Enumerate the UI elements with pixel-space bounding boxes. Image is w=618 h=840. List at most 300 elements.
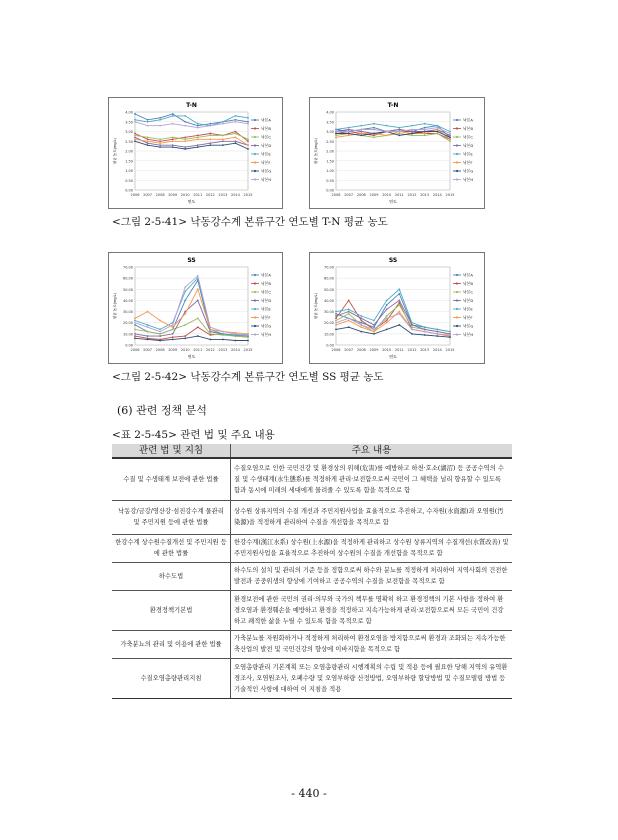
data-point bbox=[386, 308, 388, 310]
data-point bbox=[398, 304, 400, 306]
data-point bbox=[235, 140, 237, 142]
data-point bbox=[373, 133, 375, 135]
data-point bbox=[134, 322, 136, 324]
data-point bbox=[134, 324, 136, 326]
data-point bbox=[424, 329, 426, 331]
data-point bbox=[147, 144, 149, 146]
data-point bbox=[360, 315, 362, 317]
data-point bbox=[134, 333, 136, 335]
data-point bbox=[184, 115, 186, 117]
data-point bbox=[398, 324, 400, 326]
legend-label: 낙본B bbox=[261, 281, 271, 286]
legend-marker bbox=[254, 333, 256, 335]
x-tick-label: 2007 bbox=[143, 193, 153, 197]
data-point bbox=[360, 131, 362, 133]
table-row bbox=[112, 630, 512, 658]
legend-marker bbox=[254, 299, 256, 301]
data-point bbox=[159, 142, 161, 144]
legend-label: 낙본G bbox=[463, 323, 474, 329]
table-row bbox=[112, 458, 512, 500]
data-point bbox=[449, 133, 451, 135]
data-point bbox=[335, 329, 337, 331]
data-point bbox=[159, 125, 161, 127]
data-point bbox=[348, 300, 350, 302]
data-point bbox=[449, 131, 451, 133]
table-row bbox=[112, 534, 512, 562]
legend-marker bbox=[456, 291, 458, 293]
x-tick-label: 2009 bbox=[369, 348, 379, 352]
data-point bbox=[373, 127, 375, 129]
data-point bbox=[436, 125, 438, 127]
legend-marker bbox=[254, 127, 256, 129]
data-point bbox=[360, 326, 362, 328]
data-point bbox=[398, 311, 400, 313]
legend-label: 낙본D bbox=[463, 143, 474, 148]
legend-marker bbox=[456, 308, 458, 310]
x-tick-label: 2010 bbox=[382, 193, 392, 197]
data-point bbox=[335, 131, 337, 133]
y-tick-label: 20.00 bbox=[323, 321, 334, 326]
y-tick-label: 2.50 bbox=[326, 139, 334, 144]
data-point bbox=[335, 315, 337, 317]
legend-marker bbox=[254, 308, 256, 310]
y-axis-label: 평균 농도(mg/L) bbox=[113, 292, 117, 320]
data-point bbox=[235, 121, 237, 123]
legend-marker bbox=[456, 299, 458, 301]
data-point bbox=[134, 317, 136, 319]
legend-marker bbox=[254, 274, 256, 276]
data-point bbox=[235, 136, 237, 138]
y-tick-label: 40.00 bbox=[323, 298, 334, 303]
data-point bbox=[348, 308, 350, 310]
data-point bbox=[159, 331, 161, 333]
legend-label: 낙본G bbox=[463, 168, 474, 174]
legend-label: 낙본D bbox=[261, 298, 272, 303]
data-point bbox=[209, 123, 211, 125]
data-point bbox=[134, 121, 136, 123]
data-point bbox=[134, 133, 136, 135]
data-point bbox=[386, 304, 388, 306]
data-point bbox=[398, 300, 400, 302]
legend-label: 낙본E bbox=[261, 151, 271, 157]
legend-label: 낙본F bbox=[463, 315, 473, 320]
data-point bbox=[335, 135, 337, 137]
data-point bbox=[147, 331, 149, 333]
data-point bbox=[197, 138, 199, 140]
x-tick-label: 2010 bbox=[180, 193, 190, 197]
law-content: 가축분뇨를 자원화하거나 적정하게 처리하여 환경오염을 방지함으로써 환경과 조화되는 지속가능한 축산업의 발전 및 국민건강의 향상에 이바지함을 목적으로 함 bbox=[231, 630, 513, 658]
legend-label: 낙본H bbox=[463, 177, 474, 182]
data-point bbox=[335, 136, 337, 138]
chart-tn-right bbox=[309, 97, 485, 209]
data-point bbox=[159, 117, 161, 119]
data-point bbox=[197, 123, 199, 125]
y-tick-label: 70.00 bbox=[122, 265, 133, 270]
data-point bbox=[147, 324, 149, 326]
data-point bbox=[209, 125, 211, 127]
data-point bbox=[360, 322, 362, 324]
data-point bbox=[172, 140, 174, 142]
data-point bbox=[147, 339, 149, 341]
data-point bbox=[172, 136, 174, 138]
data-point bbox=[209, 339, 211, 341]
y-tick-label: 3.00 bbox=[326, 130, 334, 134]
chart-ss-right bbox=[309, 252, 485, 364]
data-point bbox=[386, 329, 388, 331]
figure-caption-tn: <그림 2-5-41> 낙동강수계 본류구간 연도별 T-N 평균 농도 bbox=[112, 216, 388, 228]
data-point bbox=[172, 329, 174, 331]
table-row bbox=[112, 500, 512, 534]
x-tick-label: 2015 bbox=[243, 348, 253, 352]
y-tick-label: 0.00 bbox=[125, 343, 133, 348]
legend-label: 낙본A bbox=[463, 272, 473, 278]
data-point bbox=[348, 131, 350, 133]
section-heading: (6) 관련 정책 분석 bbox=[117, 404, 207, 417]
y-tick-label: 2.50 bbox=[125, 139, 133, 144]
legend-marker bbox=[456, 333, 458, 335]
data-point bbox=[197, 335, 199, 337]
y-tick-label: 10.00 bbox=[122, 332, 133, 337]
table-row bbox=[112, 562, 512, 590]
data-point bbox=[335, 129, 337, 131]
law-content: 수질오염으로 인한 국민건강 및 환경상의 위해(危害)를 예방하고 하천·호소(湖沼) 등 공공수역의 수질 및 수생태계(水生態系)를 적정하게 관리·보전함으로써 국민이 그 혜택을 널리 향유할 수 있도록 함과 동시에 미래의 세대에게 물려줄 수 있도록 함을 목적으로 함 bbox=[231, 458, 513, 500]
x-tick-label: 2008 bbox=[155, 348, 165, 352]
x-tick-label: 2008 bbox=[356, 193, 366, 197]
data-point bbox=[209, 329, 211, 331]
y-tick-label: 50.00 bbox=[122, 287, 133, 292]
data-point bbox=[197, 326, 199, 328]
data-point bbox=[172, 115, 174, 117]
y-tick-label: 1.50 bbox=[326, 159, 334, 164]
y-tick-label: 3.50 bbox=[326, 120, 334, 125]
legend-marker bbox=[254, 178, 256, 180]
data-point bbox=[222, 339, 224, 341]
series-line bbox=[336, 294, 450, 332]
data-point bbox=[373, 324, 375, 326]
data-point bbox=[184, 121, 186, 123]
data-point bbox=[222, 144, 224, 146]
x-tick-label: 2015 bbox=[445, 348, 455, 352]
data-point bbox=[147, 335, 149, 337]
x-tick-label: 2011 bbox=[394, 193, 404, 197]
legend-marker bbox=[456, 325, 458, 327]
data-point bbox=[235, 131, 237, 133]
x-tick-label: 2006 bbox=[130, 193, 140, 197]
x-tick-label: 2013 bbox=[420, 348, 430, 352]
data-point bbox=[222, 140, 224, 142]
law-name: 수질오염총량관리지침 bbox=[112, 658, 231, 698]
y-tick-label: 1.50 bbox=[125, 159, 133, 164]
series-line bbox=[135, 141, 248, 149]
legend-label: 낙본C bbox=[261, 289, 271, 295]
header-content: 주요 내용 bbox=[231, 444, 513, 458]
data-point bbox=[159, 140, 161, 142]
data-point bbox=[247, 340, 249, 342]
data-point bbox=[147, 326, 149, 328]
x-tick-label: 2014 bbox=[432, 348, 442, 352]
y-tick-label: 30.00 bbox=[122, 310, 133, 315]
y-tick-label: 30.00 bbox=[323, 310, 334, 315]
data-point bbox=[348, 320, 350, 322]
data-point bbox=[172, 339, 174, 341]
x-tick-label: 2007 bbox=[344, 348, 354, 352]
data-point bbox=[348, 129, 350, 131]
data-point bbox=[386, 315, 388, 317]
data-point bbox=[373, 333, 375, 335]
data-point bbox=[348, 133, 350, 135]
x-tick-label: 2006 bbox=[331, 193, 341, 197]
data-point bbox=[373, 331, 375, 333]
data-point bbox=[348, 317, 350, 319]
data-point bbox=[184, 138, 186, 140]
data-point bbox=[147, 140, 149, 142]
data-point bbox=[172, 144, 174, 146]
data-point bbox=[411, 129, 413, 131]
data-point bbox=[235, 115, 237, 117]
data-point bbox=[235, 119, 237, 121]
y-tick-label: 0.50 bbox=[326, 178, 334, 183]
legend-label: 낙본E bbox=[463, 306, 473, 312]
data-point bbox=[386, 125, 388, 127]
data-point bbox=[436, 333, 438, 335]
y-tick-label: 3.00 bbox=[125, 130, 133, 134]
law-name: 가축분뇨의 관리 및 이용에 관한 법률 bbox=[112, 630, 231, 658]
law-name: 환경정책기본법 bbox=[112, 590, 231, 630]
legend-label: 낙본D bbox=[261, 143, 272, 148]
data-point bbox=[184, 140, 186, 142]
data-point bbox=[373, 329, 375, 331]
data-point bbox=[436, 131, 438, 133]
data-point bbox=[159, 144, 161, 146]
law-name: 하수도법 bbox=[112, 562, 231, 590]
data-point bbox=[184, 337, 186, 339]
figure-caption-ss: <그림 2-5-42> 낙동강수계 본류구간 연도별 SS 평균 농도 bbox=[112, 371, 384, 383]
legend-marker bbox=[254, 170, 256, 172]
law-content: 하수도의 설치 및 관리의 기준 등을 정함으로써 하수와 분뇨를 적정하게 처리하여 지역사회의 건전한 발전과 공중위생의 향상에 기여하고 공공수역의 수질을 보전함을 목적으로 함 bbox=[231, 562, 513, 590]
data-point bbox=[134, 337, 136, 339]
data-point bbox=[335, 313, 337, 315]
legend-label: 낙본F bbox=[261, 160, 271, 165]
series-line bbox=[336, 312, 450, 337]
y-tick-label: 1.00 bbox=[326, 169, 334, 173]
data-point bbox=[134, 119, 136, 121]
y-tick-label: 60.00 bbox=[323, 276, 334, 281]
data-point bbox=[398, 131, 400, 133]
data-point bbox=[209, 331, 211, 333]
header-law: 관련 법 및 지침 bbox=[112, 444, 231, 458]
law-name: 수질 및 수생태계 보전에 관한 법률 bbox=[112, 458, 231, 500]
law-content: 상수원 상류지역의 수질 개선과 주민지원사업을 효율적으로 추진하고, 수자원(水資源)과 오염원(汚染源)을 적정하게 관리하여 수질을 개선함을 목적으로 함 bbox=[231, 500, 513, 534]
data-point bbox=[411, 322, 413, 324]
data-point bbox=[449, 135, 451, 137]
y-tick-label: 60.00 bbox=[122, 276, 133, 281]
page-number: - 440 - bbox=[291, 787, 327, 800]
data-point bbox=[134, 135, 136, 137]
data-point bbox=[184, 313, 186, 315]
x-tick-label: 2006 bbox=[331, 348, 341, 352]
data-point bbox=[184, 291, 186, 293]
data-point bbox=[184, 335, 186, 337]
data-point bbox=[222, 138, 224, 140]
data-point bbox=[436, 129, 438, 131]
legend-marker bbox=[254, 144, 256, 146]
data-point bbox=[424, 131, 426, 133]
x-tick-label: 2007 bbox=[344, 193, 354, 197]
data-point bbox=[348, 311, 350, 313]
data-point bbox=[348, 313, 350, 315]
chart-ss-left-svg bbox=[109, 253, 282, 363]
law-name: 낙동강/금강/영산강·섬진강수계 물관리 및 주민지원 등에 관한 법률 bbox=[112, 500, 231, 534]
data-point bbox=[411, 135, 413, 137]
data-point bbox=[235, 333, 237, 335]
legend-marker bbox=[254, 119, 256, 121]
data-point bbox=[235, 133, 237, 135]
data-point bbox=[222, 135, 224, 137]
x-tick-label: 2011 bbox=[193, 193, 203, 197]
y-tick-label: 20.00 bbox=[122, 321, 133, 326]
series-line bbox=[135, 300, 248, 336]
y-axis-label: 평균 농도(mg/L) bbox=[314, 137, 318, 165]
chart-ss-left bbox=[108, 252, 283, 364]
law-content: 오염총량관리 기본계획 또는 오염총량관리 시행계획의 수립 및 적용 등에 필요한 당해 지역의 유역환경조사, 오염원조사, 오폐수량 및 오염부하량 산정방법, 오염부하량 할당방법 및 수질모델링 방법 등 기술적인 사항에 대하여 이 지침을 적용 bbox=[231, 658, 513, 698]
data-point bbox=[134, 136, 136, 138]
data-point bbox=[197, 144, 199, 146]
legend-marker bbox=[254, 153, 256, 155]
y-tick-label: 2.00 bbox=[125, 149, 133, 154]
data-point bbox=[172, 324, 174, 326]
legend-marker bbox=[456, 161, 458, 163]
data-point bbox=[373, 129, 375, 131]
legend-label: 낙본H bbox=[463, 332, 474, 337]
data-point bbox=[335, 311, 337, 313]
data-point bbox=[398, 133, 400, 135]
data-point bbox=[159, 329, 161, 331]
legend-marker bbox=[456, 178, 458, 180]
x-tick-label: 2011 bbox=[394, 348, 404, 352]
data-point bbox=[335, 133, 337, 135]
y-tick-label: 1.00 bbox=[125, 169, 133, 173]
data-point bbox=[386, 322, 388, 324]
data-point bbox=[449, 334, 451, 336]
data-point bbox=[424, 135, 426, 137]
x-tick-label: 2014 bbox=[230, 193, 240, 197]
data-point bbox=[247, 144, 249, 146]
table-row bbox=[112, 590, 512, 630]
data-point bbox=[209, 142, 211, 144]
data-point bbox=[247, 140, 249, 142]
x-tick-label: 2013 bbox=[218, 348, 228, 352]
data-point bbox=[222, 331, 224, 333]
data-point bbox=[134, 335, 136, 337]
data-point bbox=[411, 333, 413, 335]
y-tick-label: 2.00 bbox=[326, 149, 334, 154]
data-point bbox=[424, 133, 426, 135]
y-tick-label: 0.00 bbox=[125, 188, 133, 193]
data-point bbox=[247, 138, 249, 140]
data-point bbox=[360, 125, 362, 127]
data-point bbox=[147, 142, 149, 144]
data-point bbox=[373, 136, 375, 138]
data-point bbox=[449, 138, 451, 140]
data-point bbox=[209, 326, 211, 328]
x-tick-label: 2012 bbox=[205, 348, 215, 352]
y-tick-label: 0.00 bbox=[326, 343, 334, 348]
data-point bbox=[398, 313, 400, 315]
data-point bbox=[360, 133, 362, 135]
data-point bbox=[360, 317, 362, 319]
data-point bbox=[360, 324, 362, 326]
data-point bbox=[335, 322, 337, 324]
data-point bbox=[411, 329, 413, 331]
data-point bbox=[197, 136, 199, 138]
data-point bbox=[424, 326, 426, 328]
legend-label: 낙본E bbox=[261, 306, 271, 312]
data-point bbox=[159, 340, 161, 342]
table-header-row bbox=[112, 444, 512, 458]
data-point bbox=[209, 144, 211, 146]
data-point bbox=[436, 335, 438, 337]
data-point bbox=[147, 138, 149, 140]
data-point bbox=[134, 138, 136, 140]
y-axis-label: 평균 농도(mg/L) bbox=[113, 137, 117, 165]
x-tick-label: 2006 bbox=[130, 348, 140, 352]
legend-marker bbox=[456, 127, 458, 129]
data-point bbox=[360, 320, 362, 322]
data-point bbox=[147, 121, 149, 123]
data-point bbox=[348, 326, 350, 328]
x-tick-label: 2011 bbox=[193, 348, 203, 352]
legend-label: 낙본A bbox=[261, 272, 271, 278]
data-point bbox=[209, 135, 211, 137]
y-axis-label: 평균 농도(mg/L) bbox=[314, 292, 318, 320]
data-point bbox=[373, 326, 375, 328]
legend-marker bbox=[254, 316, 256, 318]
data-point bbox=[172, 138, 174, 140]
x-axis-label: 연도 bbox=[389, 354, 397, 359]
data-point bbox=[386, 300, 388, 302]
legend-marker bbox=[456, 144, 458, 146]
data-point bbox=[449, 336, 451, 338]
data-point bbox=[386, 317, 388, 319]
data-point bbox=[373, 123, 375, 125]
x-tick-label: 2012 bbox=[205, 193, 215, 197]
data-point bbox=[436, 331, 438, 333]
data-point bbox=[411, 125, 413, 127]
data-point bbox=[411, 133, 413, 135]
data-point bbox=[222, 121, 224, 123]
x-tick-label: 2009 bbox=[168, 193, 178, 197]
data-point bbox=[172, 113, 174, 115]
data-point bbox=[424, 331, 426, 333]
legend-label: 낙본B bbox=[463, 281, 473, 286]
x-tick-label: 2015 bbox=[243, 193, 253, 197]
y-tick-label: 40.00 bbox=[122, 298, 133, 303]
legend-label: 낙본B bbox=[261, 126, 271, 131]
data-point bbox=[147, 119, 149, 121]
law-content: 환경보전에 관한 국민의 권리·의무와 국가의 책무를 명확히 하고 환경정책의 기본 사항을 정하여 환경오염과 환경훼손을 예방하고 환경을 적정하고 지속가능하게 관리·보전함으로써 모든 국민이 건강하고 쾌적한 삶을 누릴 수 있도록 함을 목적으로 함 bbox=[231, 590, 513, 630]
data-point bbox=[134, 140, 136, 142]
data-point bbox=[159, 146, 161, 148]
data-point bbox=[222, 333, 224, 335]
series-line bbox=[135, 278, 248, 336]
data-point bbox=[247, 148, 249, 150]
data-point bbox=[134, 113, 136, 115]
chart-title: SS bbox=[187, 257, 196, 264]
chart-tn-left bbox=[108, 97, 283, 209]
data-point bbox=[398, 135, 400, 137]
data-point bbox=[159, 119, 161, 121]
x-tick-label: 2013 bbox=[218, 193, 228, 197]
